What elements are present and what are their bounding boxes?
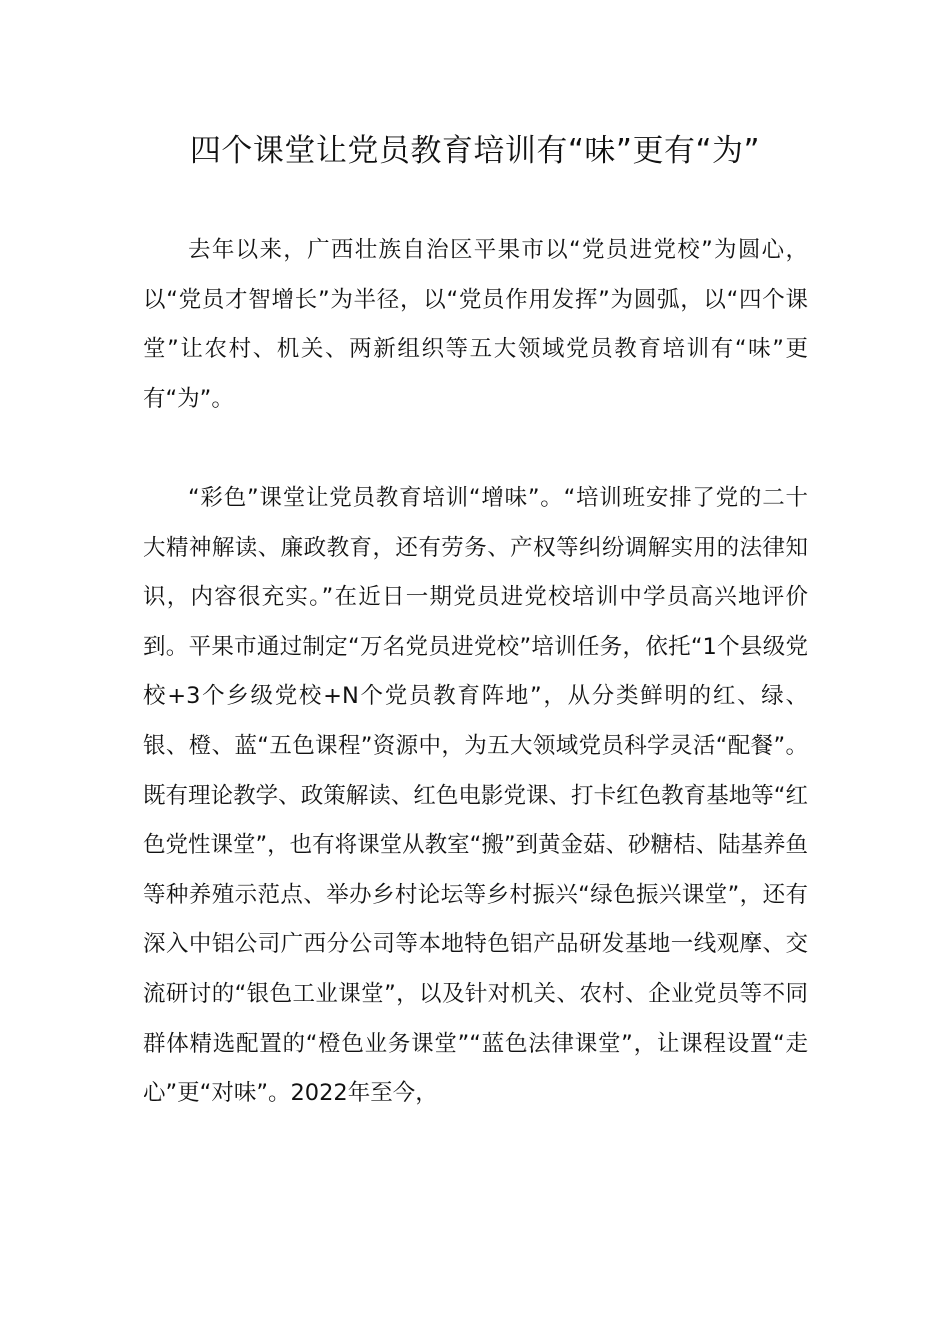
paragraph-intro: 去年以来，广西壮族自治区平果市以“党员进党校”为圆心，以“党员才智增长”为半径，以“党员作用发挥”为圆弧，以“四个课堂”让农村、机关、两新组织等五大领域党员教育培训有“味”更有“为”。: [143, 237, 808, 412]
paragraph-colorful-classroom: “彩色”课堂让党员教育培训“增味”。“培训班安排了党的二十大精神解读、廉政教育，还有劳务、产权等纠纷调解实用的法律知识，内容很充实。”在近日一期党员进党校培训中学员高兴地评价到。平果市通过制定“万名党员进党校”培训任务，依托“1个县级党校+3个乡级党校+N个党员教育阵地”，从分类鲜明的红、绿、银、橙、蓝“五色课程”资源中，为五大领域党员科学灵活“配餐”。既有理论教学、政策解读、红色电影党课、打卡红色教育基地等“红色党性课堂”，也有将课堂从教室“搬”到黄金菇、砂糖桔、陆基养鱼等种养殖示范点、举办乡村论坛等乡村振兴“绿色振兴课堂”，还有深入中铝公司广西分公司等本地特色铝产品研发基地一线观摩、交流研讨的“银色工业课堂”，以及针对机关、农村、企业党员等不同群体精选配置的“橙色业务课堂”“蓝色法律课堂”，让课程设置“走心”更“对味”。2022年至今，: [143, 485, 808, 1107]
document-title: 四个课堂让党员教育培训有“味”更有“为”: [189, 133, 761, 169]
